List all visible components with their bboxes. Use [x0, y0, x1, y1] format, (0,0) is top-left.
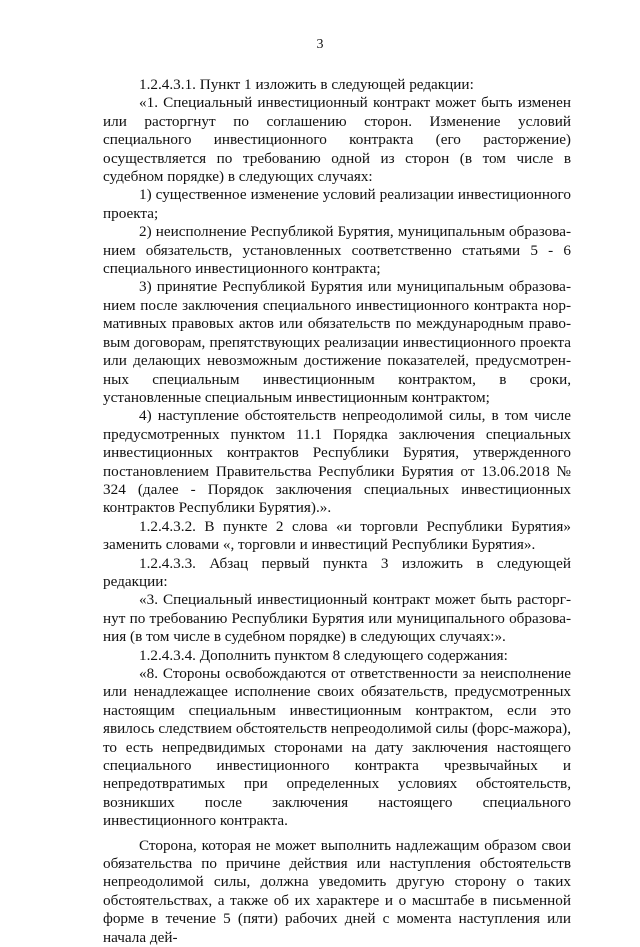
- page-number: 3: [316, 37, 324, 52]
- paragraph-7: 1.2.4.3.2. В пункте 2 слова «и торговли Республики Бурятия» заменить словами «, торговли и инвестиций Республики Бурятия».: [103, 517, 571, 554]
- paragraph-8: 1.2.4.3.3. Абзац первый пункта 3 изложить в следующей редакции:: [103, 554, 571, 590]
- paragraph-5: 3) принятие Республикой Бурятия или муниципальным образованием после заключения специального инвестиционного контракта нормативных правовых актов или обязательств по международным правовым договорам, препятствующих реализации инвестиционного проекта или делающих невозможным достижение показателей, предусмотренных специальным инвестиционным контрактом, в сроки, установленные специальным инвестиционным контрактом;: [103, 278, 571, 406]
- paragraph-6: 4) наступление обстоятельств непреодолимой силы, в том числе предусмотренных пунктом 11.1 Порядка заключения специальных инвестиционных контрактов Республики Бурятия, утвержденного постановлением Правительства Республики Бурятия от 13.06.2018 № 324 (далее - Порядок заключения специальных инвестиционных контрактов Республики Бурятия).».: [103, 407, 571, 517]
- paragraph-3: 1) существенное изменение условий реализации инвестиционного проекта;: [103, 186, 571, 222]
- paragraph-1: 1.2.4.3.1. Пункт 1 изложить в следующей редакции:: [139, 76, 474, 93]
- paragraph-9: «3. Специальный инвестиционный контракт может быть расторгнут по требованию Республики Бурятия или муниципального образования (в том числе в судебном порядке) в следующих случаях:».: [103, 591, 571, 646]
- paragraph-2: «1. Специальный инвестиционный контракт может быть изменен или расторгнут по соглашению сторон. Изменение условий специального инвестиционного контракта (его расторжение) осуществляется по требованию одной из сторон (в том числе в судебном порядке) в следующих случаях:: [103, 94, 571, 186]
- paragraph-11: «8. Стороны освобождаются от ответственности за неисполнение или ненадлежащее исполнение своих обязательств, предусмотренных настоящим специальным инвестиционным контрактом, если это явилось следствием обстоятельств непреодолимой силы (форс-мажора), то есть непредвидимых сторонами на дату заключения настоящего специального инвестиционного контракта чрезвычайных и непредотвратимых при определенных условиях обстоятельств, возникших после заключения настоящего специального инвестиционного контракта.: [103, 665, 571, 830]
- paragraph-4: 2) неисполнение Республикой Бурятия, муниципальным образованием обязательств, установленных соответственно статьями 5 - 6 специального инвестиционного контракта;: [103, 223, 571, 278]
- paragraph-12: Сторона, которая не может выполнить надлежащим образом свои обязательства по причине действия или наступления обстоятельств непреодолимой силы, должна уведомить другую сторону о таких обстоятельствах, а также об их характере и о масштабе в письменной форме в течение 5 (пяти) рабочих дней с момента наступления или начала дей-: [103, 836, 571, 946]
- document-body: [103, 76, 571, 947]
- paragraph-10: 1.2.4.3.4. Дополнить пунктом 8 следующего содержания:: [139, 646, 508, 664]
